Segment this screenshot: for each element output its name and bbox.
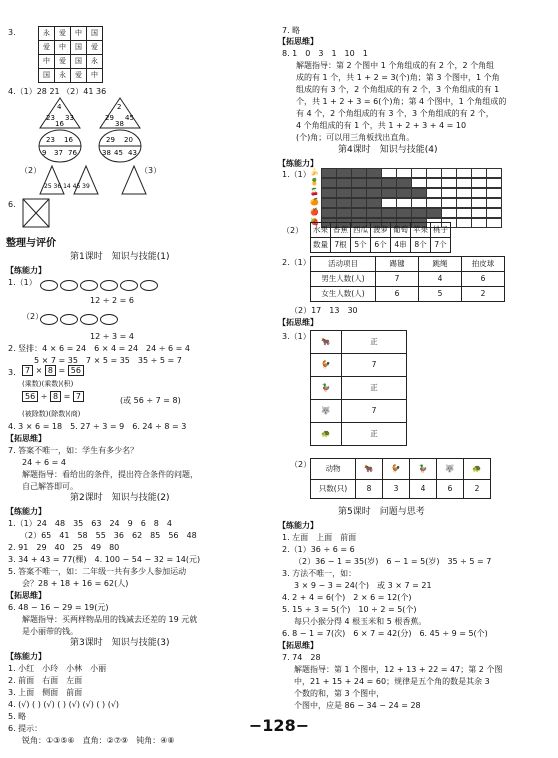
sport-table: 活动项目 踢毽 跳绳 拍皮球 男生人数(人) 7 4 6 女生人数(人) 6 5 2	[310, 256, 505, 302]
tri2-top: 2	[117, 103, 122, 111]
r5-q7c: 个数的和，第 3 个图中，	[294, 689, 385, 698]
pictograph-cell	[366, 208, 382, 218]
l1-q3-note: (乘数)(乘数)(积)	[22, 380, 74, 388]
svg-text:45: 45	[114, 149, 123, 157]
pictograph-cell	[441, 178, 457, 188]
pictograph-cell	[366, 178, 382, 188]
tri1-mid: 16	[55, 120, 64, 128]
pictograph-cell	[396, 188, 412, 198]
ability-heading-2: 【练能力】	[6, 507, 46, 516]
l2-q5a: 5. 答案不唯一，如：二年级一共有多少人参加运动	[8, 567, 187, 576]
pictograph-cell	[336, 188, 352, 198]
tri2-right: 45	[125, 114, 134, 122]
l1-q2a: 2. 竖排：4 × 6 = 24 6 × 4 = 24 24 ÷ 6 = 4	[8, 344, 190, 353]
svg-text:29: 29	[106, 136, 115, 144]
pictograph-cell	[351, 208, 367, 218]
pictograph-row	[310, 208, 502, 217]
pictograph-cell	[321, 198, 337, 208]
pictograph-cell	[381, 188, 397, 198]
l1-q1-2: （2）	[22, 312, 44, 321]
l1-q7d: 自己解答即可。	[22, 482, 78, 491]
l1-q3-boxes-2: 56 ÷ 8 = 7	[22, 392, 84, 402]
l1-q3-label: 3.	[8, 368, 16, 377]
pictograph-cell	[321, 168, 337, 178]
r5-q7d: 个图中，应是 86 − 34 − 24 = 28	[294, 701, 421, 710]
pictograph-cell	[381, 208, 397, 218]
fruit-table: 水果 香蕉 西瓜 菠萝 葡萄 苹果 桃子 数量 7根 5个 6个 4串 8个 7个	[310, 222, 451, 253]
ability-heading-1: 【练能力】	[6, 266, 46, 275]
pictograph-cell	[321, 188, 337, 198]
pictograph-cell	[366, 188, 382, 198]
pictograph-row	[310, 178, 502, 187]
pictograph-cell	[381, 198, 397, 208]
q4-answer: 4.（1）28 21 （2）41 36	[8, 87, 107, 96]
tri1-right: 33	[65, 114, 74, 122]
l1-q2b: 5 × 7 = 35 7 × 5 = 35 35 ÷ 5 = 7	[34, 356, 182, 365]
r5-q4: 4. 2 + 4 = 6(个) 2 × 6 = 12(个)	[282, 593, 412, 602]
animal-count-table: 动物 🐂 🐓 🦆 🐺 🐢 只数(只) 8 3 4 6 2	[310, 458, 491, 499]
l1-q7c: 解题指导：看给出的条件，提出符合条件的问题，	[22, 470, 198, 479]
pictograph-cell	[456, 168, 472, 178]
l2-q1b: （2）65 41 58 55 36 62 85 56 48	[20, 531, 197, 540]
pictograph-cell	[456, 208, 472, 218]
r-q8: 8. 1 0 3 1 10 1	[282, 49, 368, 58]
tri2-mid: 38	[115, 120, 124, 128]
pictograph-cell	[426, 178, 442, 188]
pictograph-cell	[336, 178, 352, 188]
pictograph-cell	[426, 168, 442, 178]
number-triangles	[38, 96, 158, 130]
r-q2-2: （2）17 13 30	[290, 306, 358, 315]
l1-q3-alt: (或 56 ÷ 7 = 8)	[120, 396, 181, 405]
number-ovals	[38, 128, 158, 164]
l3-q1: 1. 小红 小玲 小林 小丽	[8, 664, 107, 673]
r-q1-label: 1.（1）	[282, 170, 311, 179]
char-grid: 永 爱 中 国 爱 中 国 爱 中 爱 国 永 国 永 爱 中	[38, 26, 103, 83]
pictograph-cell	[411, 198, 427, 208]
lesson2-title: 第2课时 知识与技能(2)	[70, 493, 170, 503]
section-title: 整理与评价	[6, 238, 56, 249]
r5-q1: 1. 左面 上面 前面	[282, 533, 357, 542]
r5-q3b: 3 × 9 − 3 = 24(个) 或 3 × 7 = 21	[294, 581, 432, 590]
animal-icon-4: 🐺	[311, 400, 342, 423]
pictograph-cell	[396, 178, 412, 188]
animal-icon-2: 🐓	[311, 354, 342, 377]
pictograph-cell	[456, 178, 472, 188]
r-q8-line1: 解题指导：第 2 个图中 1 个角组成的有 2 个，2 个角组	[296, 61, 495, 70]
l1-q4: 4. 3 × 6 = 18 5. 27 ÷ 3 = 9 6. 24 ÷ 8 = 3	[8, 422, 187, 431]
r-q3-label: 3.（1）	[282, 332, 311, 341]
pictograph-cell	[471, 198, 487, 208]
pictograph-cell	[411, 178, 427, 188]
pictograph-cell	[471, 188, 487, 198]
r-q8-line7: (个)角；可以用三角板找出直角。	[296, 133, 415, 142]
l1-q3-boxes: 7 × 8 = 56	[22, 366, 84, 376]
pictograph-cell	[381, 178, 397, 188]
l2-q5b: 会？28 + 18 + 16 = 62(人)	[22, 579, 129, 588]
pictograph-cell	[321, 208, 337, 218]
r5-q5a: 5. 15 ÷ 3 = 5(个) 10 ÷ 2 = 5(个)	[282, 605, 417, 614]
oval-group-2	[40, 314, 120, 328]
r-q3-2-label: （2）	[290, 460, 312, 469]
l1-eq2: 12 ÷ 3 = 4	[90, 332, 134, 341]
r-q7: 7. 略	[282, 26, 301, 35]
svg-text:37: 37	[54, 149, 63, 157]
l1-eq1: 12 ÷ 2 = 6	[90, 296, 134, 305]
pictograph-cell	[426, 188, 442, 198]
pictograph-cell	[441, 208, 457, 218]
pictograph-cell	[396, 168, 412, 178]
pictograph-cell	[351, 198, 367, 208]
tally-table: 🐂 正 🐓 7 🦆 正 🐺 7 🐢 正	[310, 330, 407, 446]
pictograph-cell	[486, 218, 502, 228]
l3-q3: 3. 上面 侧面 前面	[8, 688, 83, 697]
pictograph-cell	[456, 188, 472, 198]
r-q8-line4: 个，共 1 + 2 + 3 = 6(个)角；第 4 个图中，1 个角组成的	[296, 97, 507, 106]
pictograph-cell	[441, 168, 457, 178]
animal-icon-1: 🐂	[311, 331, 342, 354]
pictograph-cell	[366, 198, 382, 208]
oval-group-1	[40, 280, 160, 294]
r-q8-line6: 4 个角组成的有 1 个，共 1 + 2 + 3 + 4 = 10	[296, 121, 467, 130]
pictograph-cell	[381, 168, 397, 178]
r5-q7a: 解题指导：第 1 个图中，12 + 13 + 22 = 47；第 2 个图	[294, 665, 503, 674]
l1-q1: 1.（1）	[8, 278, 37, 287]
l3-q2: 2. 前面 右面 左面	[8, 676, 83, 685]
think-heading-4: 【拓思维】	[278, 318, 318, 327]
lesson3-title: 第3课时 知识与技能(3)	[70, 638, 170, 648]
lesson5-title: 第5课时 问题与思考	[338, 507, 425, 517]
l2-q2: 2. 91 29 40 25 49 80	[8, 543, 120, 552]
tri2-left: 29	[105, 114, 114, 122]
pictograph-cell	[456, 218, 472, 228]
ability-heading-5: 【练能力】	[278, 521, 318, 530]
l3-q4: 4. (√) ( ) (√) ( ) (√) (√) ( ) (√)	[8, 700, 120, 709]
r5-q3a: 3. 方法不唯一，如：	[282, 569, 357, 578]
r5-q7b: 中，21 + 15 + 24 = 60；规律是五个角的数是其余 3	[294, 677, 490, 686]
think-heading-1: 【拓思维】	[6, 434, 46, 443]
r-q2-label: 2.（1）	[282, 258, 311, 267]
q3-label: 3.	[8, 28, 16, 37]
pictograph-cell	[456, 198, 472, 208]
pictograph-cell	[351, 168, 367, 178]
l1-q7: 7. 答案不唯一，如：学生有多少名？	[8, 446, 139, 455]
pictograph-cell	[321, 178, 337, 188]
q4-2-label: （2）	[20, 166, 42, 175]
pictograph-cell	[411, 188, 427, 198]
pictograph-row	[310, 198, 502, 207]
pictograph-cell	[351, 178, 367, 188]
pictograph-row	[310, 188, 502, 197]
pictograph-cell	[411, 168, 427, 178]
fruit-icon: 🍒	[310, 188, 319, 196]
r-q8-line3: 组成的有 3 个，2 个角组成的有 2 个，3 个角组成的有 1	[296, 85, 500, 94]
fruit-icon: 🍍	[310, 178, 319, 186]
fruit-icon: 🍌	[310, 168, 319, 176]
pictograph-cell	[471, 168, 487, 178]
tri1-left: 23	[46, 114, 55, 122]
l2-q6b: 解题指导：买两样物品用的钱减去还差的 19 元就	[22, 615, 198, 624]
animal-icon-5: 🐢	[311, 423, 342, 446]
pictograph-cell	[471, 178, 487, 188]
q6-label: 6.	[8, 200, 16, 209]
pictograph-chart	[310, 168, 502, 228]
svg-text:23: 23	[46, 136, 55, 144]
lesson4-title: 第4课时 知识与技能(4)	[338, 145, 438, 155]
think-heading-5: 【拓思维】	[278, 641, 318, 650]
l2-q6c: 是小丽带的钱。	[22, 627, 78, 636]
r5-q7: 7. 74 28	[282, 653, 321, 662]
pictograph-cell	[336, 198, 352, 208]
pictograph-cell	[411, 208, 427, 218]
pictograph-cell	[396, 208, 412, 218]
svg-text:43: 43	[128, 149, 137, 157]
l1-q7b: 24 ÷ 6 = 4	[22, 458, 66, 467]
l2-q1a: 1.（1）24 48 35 63 24 9 6 8 4	[8, 519, 172, 528]
q4-3-label: （3）	[140, 166, 162, 175]
r5-q5b: 每只小猴分得 4 根玉米和 5 根香蕉。	[294, 617, 427, 626]
pictograph-cell	[486, 168, 502, 178]
pictograph-cell	[471, 218, 487, 228]
pictograph-cell	[486, 198, 502, 208]
fruit-icon: 🍎	[310, 208, 319, 216]
animal-icon-3: 🦆	[311, 377, 342, 400]
pictograph-cell	[366, 168, 382, 178]
r-q1-2-label: （2）	[282, 226, 304, 235]
pictograph-row	[310, 168, 502, 177]
think-heading-2: 【拓思维】	[6, 591, 46, 600]
r5-q2a: 2.（1）36 ÷ 6 = 6	[282, 545, 355, 554]
pictograph-cell	[396, 198, 412, 208]
shape-figure	[22, 198, 52, 230]
l2-q6a: 6. 48 − 16 − 29 = 19(元)	[8, 603, 109, 612]
pictograph-cell	[486, 178, 502, 188]
pictograph-cell	[486, 208, 502, 218]
pictograph-cell	[336, 208, 352, 218]
lesson1-title: 第1课时 知识与技能(1)	[70, 252, 170, 262]
ability-heading-4: 【练能力】	[278, 159, 318, 168]
r5-q6: 6. 8 − 1 = 7(次) 6 × 7 = 42(分) 6. 45 ÷ 9 = 5(个)	[282, 629, 488, 638]
pictograph-cell	[336, 168, 352, 178]
svg-text:20: 20	[124, 136, 133, 144]
pictograph-cell	[426, 198, 442, 208]
r-q8-line2: 成的有 1 个，共 1 + 2 = 3(个)角；第 3 个图中，1 个角	[296, 73, 500, 82]
tri-nums: 25 36 14 45 39	[44, 183, 90, 190]
svg-text:16: 16	[64, 136, 73, 144]
ability-heading-3: 【练能力】	[6, 652, 46, 661]
tri1-top: 4	[57, 103, 62, 111]
fruit-icon: 🍓	[310, 218, 319, 226]
l2-q3: 3. 34 + 43 = 77(棵) 4. 100 − 54 − 32 = 14(元)	[8, 555, 201, 564]
l3-q6: 6. 提示：	[8, 724, 43, 733]
l1-q3-note2: (被除数)(除数)(商)	[22, 410, 81, 418]
svg-text:76: 76	[68, 149, 77, 157]
svg-text:9: 9	[42, 149, 47, 157]
r5-q2b: （2）36 − 1 = 35(岁) 6 − 1 = 5(岁) 35 ÷ 5 = 7	[294, 557, 492, 566]
page-number: −128−	[248, 716, 310, 735]
pictograph-cell	[426, 208, 442, 218]
l3-q5: 5. 略	[8, 712, 27, 721]
svg-text:38: 38	[102, 149, 111, 157]
think-heading-3: 【拓思维】	[278, 37, 318, 46]
fruit-icon: 🍊	[310, 198, 319, 206]
pictograph-cell	[441, 188, 457, 198]
l3-q6b: 锐角：①③⑤⑥ 直角：②⑦⑨ 钝角：④⑧	[22, 736, 175, 745]
pictograph-cell	[486, 188, 502, 198]
r-q8-line5: 有 4 个，2 个角组成的有 3 个，3 个角组成的有 2 个，	[296, 109, 494, 118]
pictograph-cell	[351, 188, 367, 198]
pictograph-cell	[441, 198, 457, 208]
pictograph-cell	[471, 208, 487, 218]
